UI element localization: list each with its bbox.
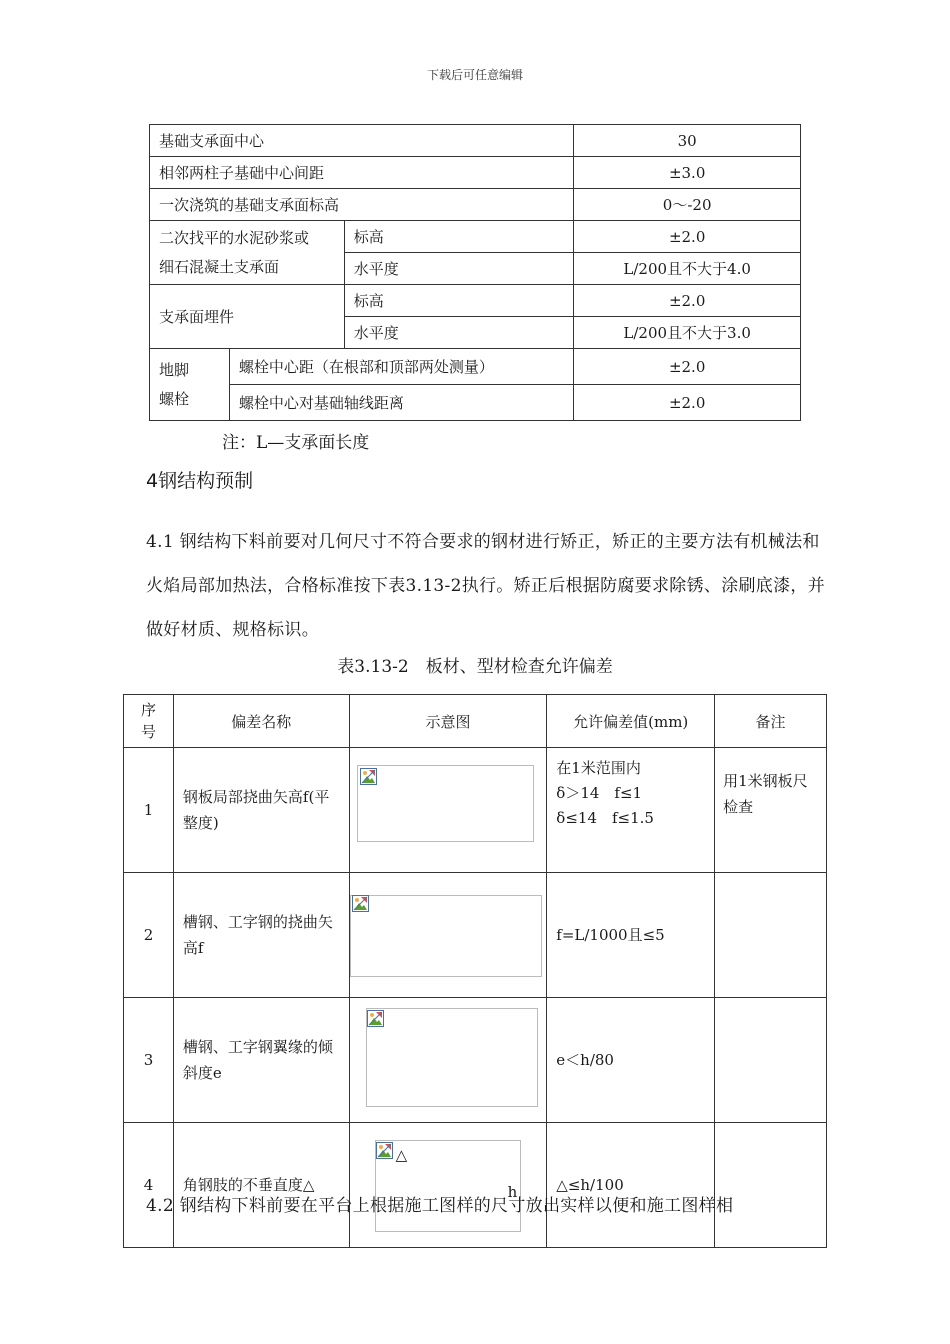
row-name: 钢板局部挠曲矢高f(平整度) — [173, 748, 349, 873]
sub-label: 水平度 — [344, 317, 574, 349]
row-no: 2 — [124, 873, 174, 998]
allow-line: δ≤14 f≤1.5 — [556, 809, 654, 827]
row-no: 1 — [124, 748, 174, 873]
row-allow: △≤h/100 — [547, 1123, 715, 1248]
group-label-line: 二次找平的水泥砂浆或 — [159, 228, 310, 247]
sub-value: L/200且不大于4.0 — [574, 253, 801, 285]
foundation-tolerance-table — [149, 124, 801, 421]
allow-line: δ＞14 f≤1 — [556, 784, 643, 802]
row-diagram — [349, 873, 547, 998]
row-allow — [547, 748, 715, 873]
paragraph-4-2: 4.2 钢结构下料前要在平台上根据施工图样的尺寸放出实样以便和施工图样相 — [146, 1196, 734, 1216]
group-label-line: 细石混凝土支承面 — [159, 257, 280, 276]
sub-label: 标高 — [344, 221, 574, 253]
header-diagram: 示意图 — [349, 695, 547, 748]
row-no: 3 — [124, 998, 174, 1123]
sub-value: L/200且不大于3.0 — [574, 317, 801, 349]
section-title: 4钢结构预制 — [146, 470, 254, 492]
row-allow: f=L/1000且≤5 — [547, 873, 715, 998]
row-label: 一次浇筑的基础支承面标高 — [150, 189, 574, 221]
sub-value: ±2.0 — [574, 385, 801, 421]
group-label — [150, 221, 345, 285]
table-row — [150, 189, 801, 221]
group-label-line: 螺栓 — [159, 389, 190, 408]
row-name: 槽钢、工字钢的挠曲矢高f — [173, 873, 349, 998]
header-name: 偏差名称 — [173, 695, 349, 748]
header-remark: 备注 — [715, 695, 827, 748]
sub-label: 螺栓中心距（在根部和顶部两处测量） — [229, 349, 573, 385]
row-diagram — [349, 998, 547, 1123]
row-name: 槽钢、工字钢翼缘的倾斜度e — [173, 998, 349, 1123]
table-row — [150, 349, 801, 385]
row-value: 0～-20 — [574, 189, 801, 221]
row-name: 角钢肢的不垂直度△ — [173, 1123, 349, 1248]
table-row — [150, 221, 801, 253]
row-label: 相邻两柱子基础中心间距 — [150, 157, 574, 189]
table-header-row — [124, 695, 827, 748]
diagram-image — [350, 895, 542, 977]
diagram-label-delta: △ — [395, 1146, 408, 1164]
row-label: 基础支承面中心 — [150, 125, 574, 157]
row-allow: e＜h/80 — [547, 998, 715, 1123]
table-row — [150, 157, 801, 189]
group-label-line: 地脚 — [159, 360, 190, 379]
paragraph-4-1: 4.1 钢结构下料前要对几何尺寸不符合要求的钢材进行矫正，矫正的主要方法有机械法和火焰局部加热法，合格标准按下表3.13-2执行。矫正后根据防腐要求除锈、涂刷底漆，并做好材质、规格标识。 — [146, 532, 826, 640]
diagram-image — [366, 1008, 538, 1107]
row-value: 30 — [574, 125, 801, 157]
table-row — [150, 125, 801, 157]
table-caption: 表3.13-2 板材、型材检查允许偏差 — [337, 657, 613, 677]
row-diagram — [349, 748, 547, 873]
sub-label: 螺栓中心对基础轴线距离 — [229, 385, 573, 421]
page-header: 下载后可任意编辑 — [426, 68, 523, 82]
sub-label: 标高 — [344, 285, 574, 317]
table-row — [150, 285, 801, 317]
deviation-table — [123, 694, 827, 1248]
table-row — [124, 748, 827, 873]
broken-image-icon — [352, 895, 369, 912]
sub-value: ±2.0 — [574, 221, 801, 253]
row-remark — [715, 873, 827, 998]
row-remark: 用1米钢板尺检查 — [715, 748, 827, 873]
sub-value: ±2.0 — [574, 349, 801, 385]
table-row — [150, 385, 801, 421]
allow-line: 在1米范围内 — [556, 759, 641, 777]
broken-image-icon — [367, 1010, 384, 1027]
header-allow: 允许偏差值(mm) — [547, 695, 715, 748]
header-no-line: 号 — [140, 723, 156, 741]
sub-value: ±2.0 — [574, 285, 801, 317]
table-row — [124, 873, 827, 998]
diagram-image — [357, 765, 534, 842]
group-label — [150, 349, 230, 421]
broken-image-icon — [376, 1142, 393, 1159]
row-no: 4 — [124, 1123, 174, 1248]
header-no — [124, 695, 174, 748]
row-value: ±3.0 — [574, 157, 801, 189]
diagram-label-h: h — [507, 1183, 518, 1201]
broken-image-icon — [360, 768, 377, 785]
header-no-line: 序 — [140, 701, 156, 719]
sub-label: 水平度 — [344, 253, 574, 285]
group-label: 支承面埋件 — [150, 285, 345, 349]
table-row — [124, 998, 827, 1123]
table-note: 注：L—支承面长度 — [222, 433, 370, 453]
row-remark — [715, 998, 827, 1123]
